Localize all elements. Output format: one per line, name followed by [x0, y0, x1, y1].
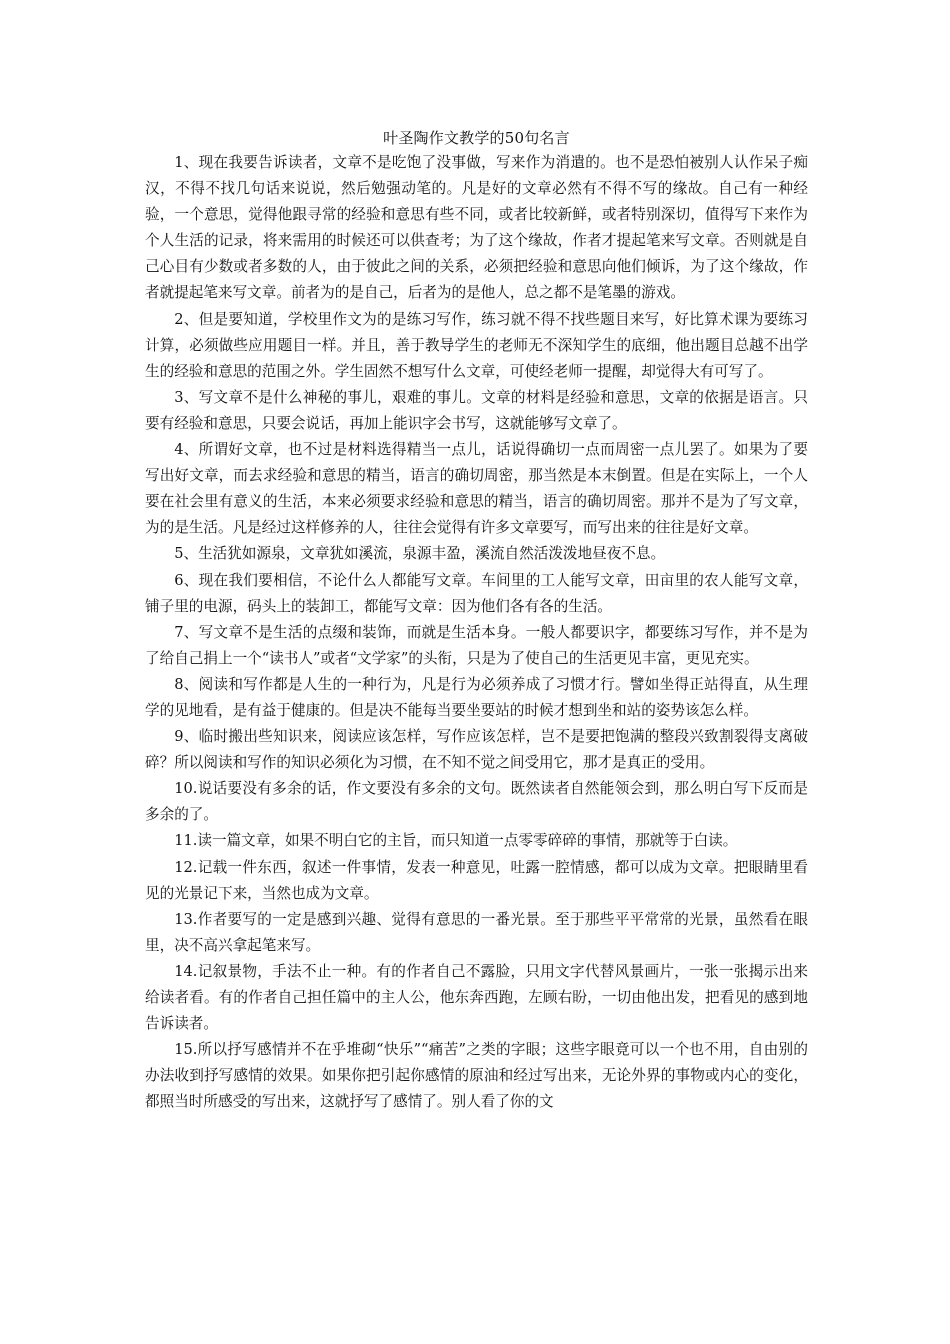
- paragraph-2: 2、但是要知道，学校里作文为的是练习写作，练习就不得不找些题目来写，好比算术课为要练习计算，必须做些应用题目一样。并且，善于教导学生的老师无不深知学生的底细，他出题目总越不出学生的经验和意思的范围之外。学生固然不想写什么文章，可使经老师一提醒，却觉得大有可写了。: [145, 310, 808, 380]
- paragraph-8: 8、阅读和写作都是人生的一种行为，凡是行为必须养成了习惯才行。譬如坐得正站得直，从生理学的见地看，是有益于健康的。但是决不能每当要坐要站的时候才想到坐和站的姿势该怎么样。: [145, 675, 808, 719]
- paragraph-7: 7、写文章不是生活的点缀和装饰，而就是生活本身。一般人都要识字，都要练习写作，并不是为了给自己捐上一个“读书人”或者“文学家”的头衔，只是为了使自己的生活更见丰富，更见充实。: [145, 623, 808, 667]
- paragraph-15: 15.所以抒写感情并不在乎堆砌“快乐”“痛苦”之类的字眼；这些字眼竟可以一个也不用，自由别的办法收到抒写感情的效果。如果你把引起你感情的原油和经过写出来，无论外界的事物或内心的变化，都照当时所感受的写出来，这就抒写了感情了。别人看了你的文: [145, 1041, 808, 1111]
- paragraph-11: 11.读一篇文章，如果不明白它的主旨，而只知道一点零零碎碎的事情，那就等于白读。: [174, 832, 738, 850]
- document-title: 叶圣陶作文教学的50句名言: [383, 129, 570, 147]
- paragraph-3: 3、写文章不是什么神秘的事儿，艰难的事儿。文章的材料是经验和意思，文章的依据是语言。只要有经验和意思，只要会说话，再加上能识字会书写，这就能够写文章了。: [145, 388, 808, 432]
- paragraph-4: 4、所谓好文章，也不过是材料选得精当一点儿，话说得确切一点而周密一点儿罢了。如果为了要写出好文章，而去求经验和意思的精当，语言的确切周密，那当然是本末倒置。但是在实际上，一个人要在社会里有意义的生活，本来必须要求经验和意思的精当，语言的确切周密。那并不是为了写文章，为的是生活。凡是经过这样修养的人，往往会觉得有许多文章要写，而写出来的往往是好文章。: [145, 441, 808, 537]
- paragraph-10: 10.说话要没有多余的话，作文要没有多余的文句。既然读者自然能领会到，那么明白写下反而是多余的了。: [145, 780, 808, 824]
- paragraph-12: 12.记载一件东西，叙述一件事情，发表一种意见，吐露一腔情感，都可以成为文章。把眼睛里看见的光景记下来，当然也成为文章。: [145, 858, 808, 902]
- paragraph-14: 14.记叙景物，手法不止一种。有的作者自己不露脸，只用文字代替风景画片，一张一张揭示出来给读者看。有的作者自己担任篇中的主人公，他东奔西跑，左顾右盼，一切由他出发，把看见的感到地告诉读者。: [145, 962, 808, 1033]
- document-page: [145, 126, 808, 1115]
- paragraph-13: 13.作者要写的一定是感到兴趣、觉得有意思的一番光景。至于那些平平常常的光景，虽然看在眼里，决不高兴拿起笔来写。: [145, 910, 808, 954]
- paragraph-1: 1、现在我要告诉读者，文章不是吃饱了没事做，写来作为消遣的。也不是恐怕被别人认作呆子痴汉，不得不找几句话来说说，然后勉强动笔的。凡是好的文章必然有不得不写的缘故。自己有一种经验，一个意思，觉得他跟寻常的经验和意思有些不同，或者比较新鲜，或者特别深切，值得写下来作为个人生活的记录，将来需用的时候还可以供查考；为了这个缘故，作者才提起笔来写文章。否则就是自己心目有少数或者多数的人，由于彼此之间的关系，必须把经验和意思向他们倾诉，为了这个缘故，作者就提起笔来写文章。前者为的是自己，后者为的是他人，总之都不是笔墨的游戏。: [145, 154, 808, 302]
- paragraph-9: 9、临时搬出些知识来，阅读应该怎样，写作应该怎样，岂不是要把饱满的整段兴致割裂得支离破碎？所以阅读和写作的知识必须化为习惯，在不知不觉之间受用它，那才是真正的受用。: [145, 728, 808, 772]
- paragraph-5: 5、生活犹如源泉，文章犹如溪流，泉源丰盈，溪流自然活泼泼地昼夜不息。: [174, 545, 666, 563]
- paragraph-6: 6、现在我们要相信，不论什么人都能写文章。车间里的工人能写文章，田亩里的农人能写文章，铺子里的电源，码头上的装卸工，都能写文章：因为他们各有各的生活。: [145, 571, 808, 615]
